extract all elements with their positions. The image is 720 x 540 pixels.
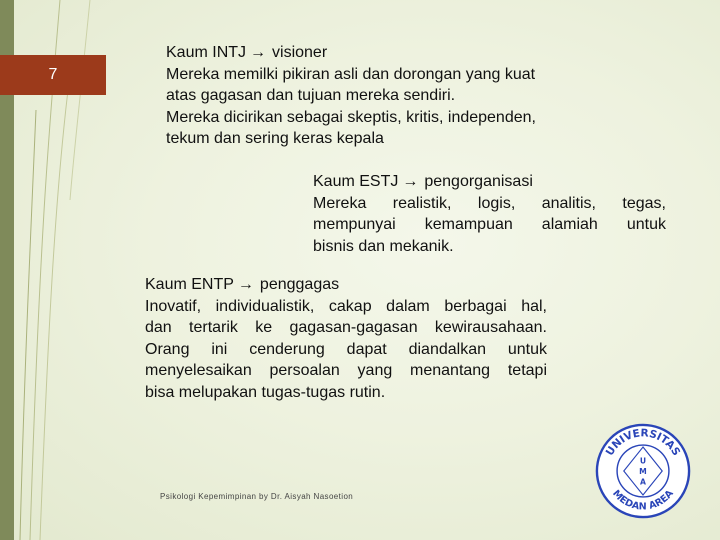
logo-bottom-text: MEDAN AREA — [610, 488, 676, 513]
block-line: Mereka dicirikan sebagai skeptis, kritis, independen, — [166, 108, 536, 126]
heading-type: Kaum ESTJ — [313, 173, 399, 190]
heading-type: Kaum ENTP — [145, 276, 234, 293]
heading-role: visioner — [272, 44, 328, 61]
block-line: Inovatif, individualistik, cakap dalam berbagai hal, — [145, 297, 547, 315]
slide-number: 7 — [48, 66, 58, 83]
text-block-estj — [313, 171, 666, 257]
university-logo — [595, 423, 691, 519]
logo-letter: U — [639, 456, 647, 466]
block-line: atas gagasan dan tujuan mereka sendiri. — [166, 87, 456, 104]
text-block-intj — [166, 42, 606, 150]
logo-letter: A — [640, 477, 646, 487]
block-heading — [313, 171, 666, 193]
right-arrow-icon: → — [402, 173, 419, 190]
right-arrow-icon: → — [250, 44, 267, 61]
slide-number-tab — [0, 55, 106, 95]
block-heading — [145, 274, 547, 296]
block-heading — [166, 42, 606, 64]
footer-credit: Psikologi Kepemimpinan by Dr. Aisyah Nasoetion — [160, 492, 354, 501]
block-line: Mereka realistik, logis, analitis, tegas, — [313, 194, 666, 212]
block-line: Mereka memilki pikiran asli dan dorongan yang kuat — [166, 65, 536, 83]
block-line: dan tertarik ke gagasan-gagasan kewirausahaan. — [145, 319, 547, 336]
heading-role: penggagas — [259, 276, 340, 293]
block-line: Orang ini cenderung dapat diandalkan untuk — [145, 340, 547, 358]
block-line: bisnis dan mekanik. — [313, 237, 454, 255]
block-line: menyelesaikan persoalan yang menantang tetapi — [145, 362, 547, 379]
block-line: tekum dan sering keras kepala — [166, 130, 384, 147]
logo-top-text: UNIVERSITAS — [603, 427, 683, 458]
right-arrow-icon: → — [237, 276, 254, 293]
block-line: bisa melupakan tugas-tugas rutin. — [145, 383, 386, 401]
text-block-entp — [145, 274, 547, 403]
logo-letter: M — [639, 466, 647, 476]
heading-role: pengorganisasi — [424, 173, 533, 190]
block-line: mempunyai kemampuan alamiah untuk — [313, 216, 666, 233]
heading-type: Kaum INTJ — [166, 44, 247, 61]
